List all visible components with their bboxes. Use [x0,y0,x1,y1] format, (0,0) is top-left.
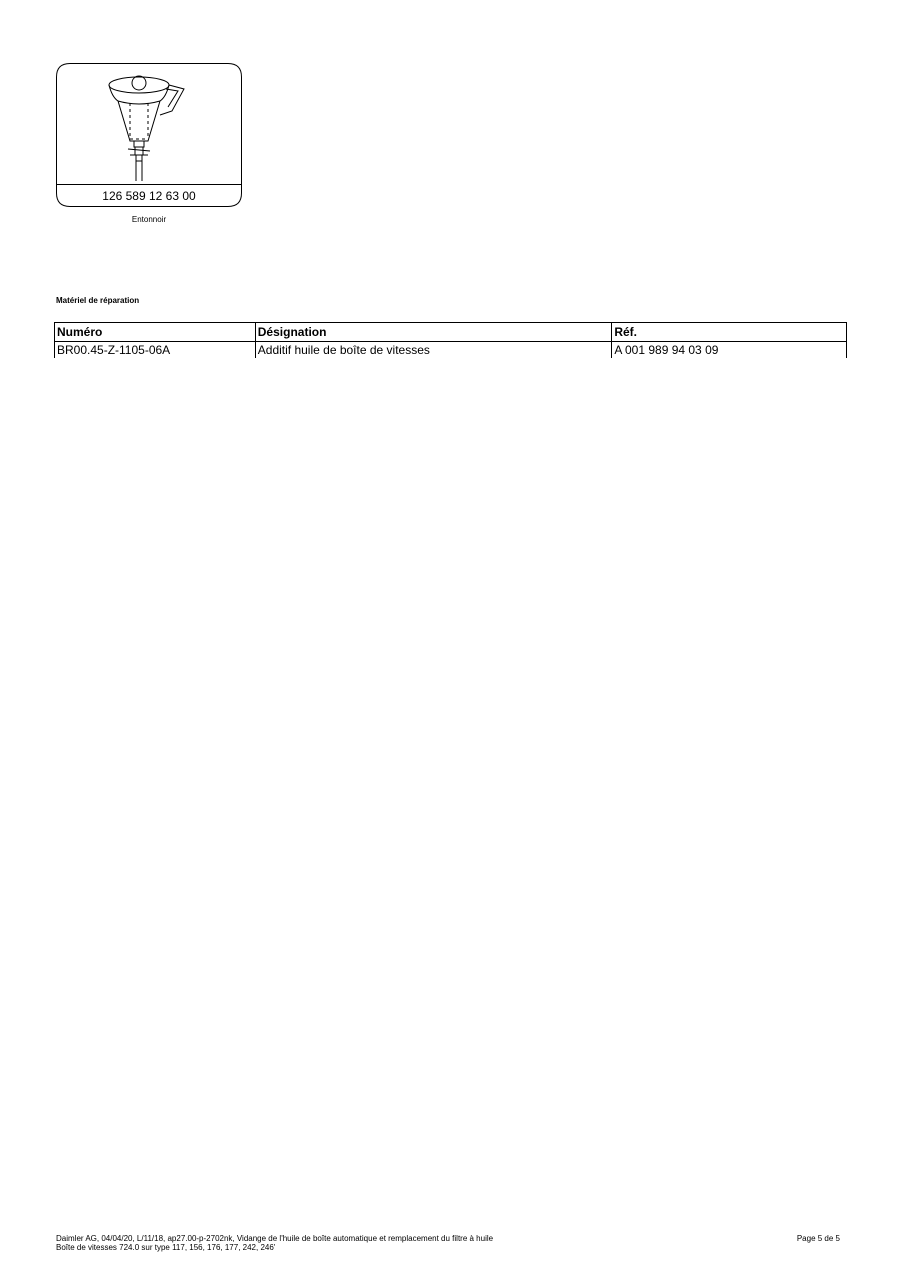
cell-ref: A 001 989 94 03 09 [612,342,847,359]
funnel-illustration [109,76,184,181]
section-title: Matériel de réparation [56,296,140,305]
column-header-numero: Numéro [55,323,256,342]
repair-material-table [54,322,847,358]
column-header-designation: Désignation [255,323,612,342]
column-header-ref: Réf. [612,323,847,342]
table-header-row [55,323,847,342]
tool-caption: Entonnoir [131,215,167,224]
tool-part-number: 126 589 12 63 00 [102,189,196,203]
footer-line-1: Daimler AG, 04/04/20, L/11/18, ap27.00-p-2702nk, Vidange de l'huile de boîte automatique et remplacement du filtre à huile [56,1234,494,1243]
footer-line-2: Boîte de vitesses 724.0 sur type 117, 156, 176, 177, 242, 246' [56,1243,276,1252]
cell-numero: BR00.45-Z-1105-06A [55,342,256,359]
tool-card [56,63,242,207]
tool-card-frame [56,63,242,207]
cell-designation: Additif huile de boîte de vitesses [255,342,612,359]
table-row [55,342,847,359]
footer [56,1234,493,1252]
page-number: Page 5 de 5 [796,1234,840,1243]
